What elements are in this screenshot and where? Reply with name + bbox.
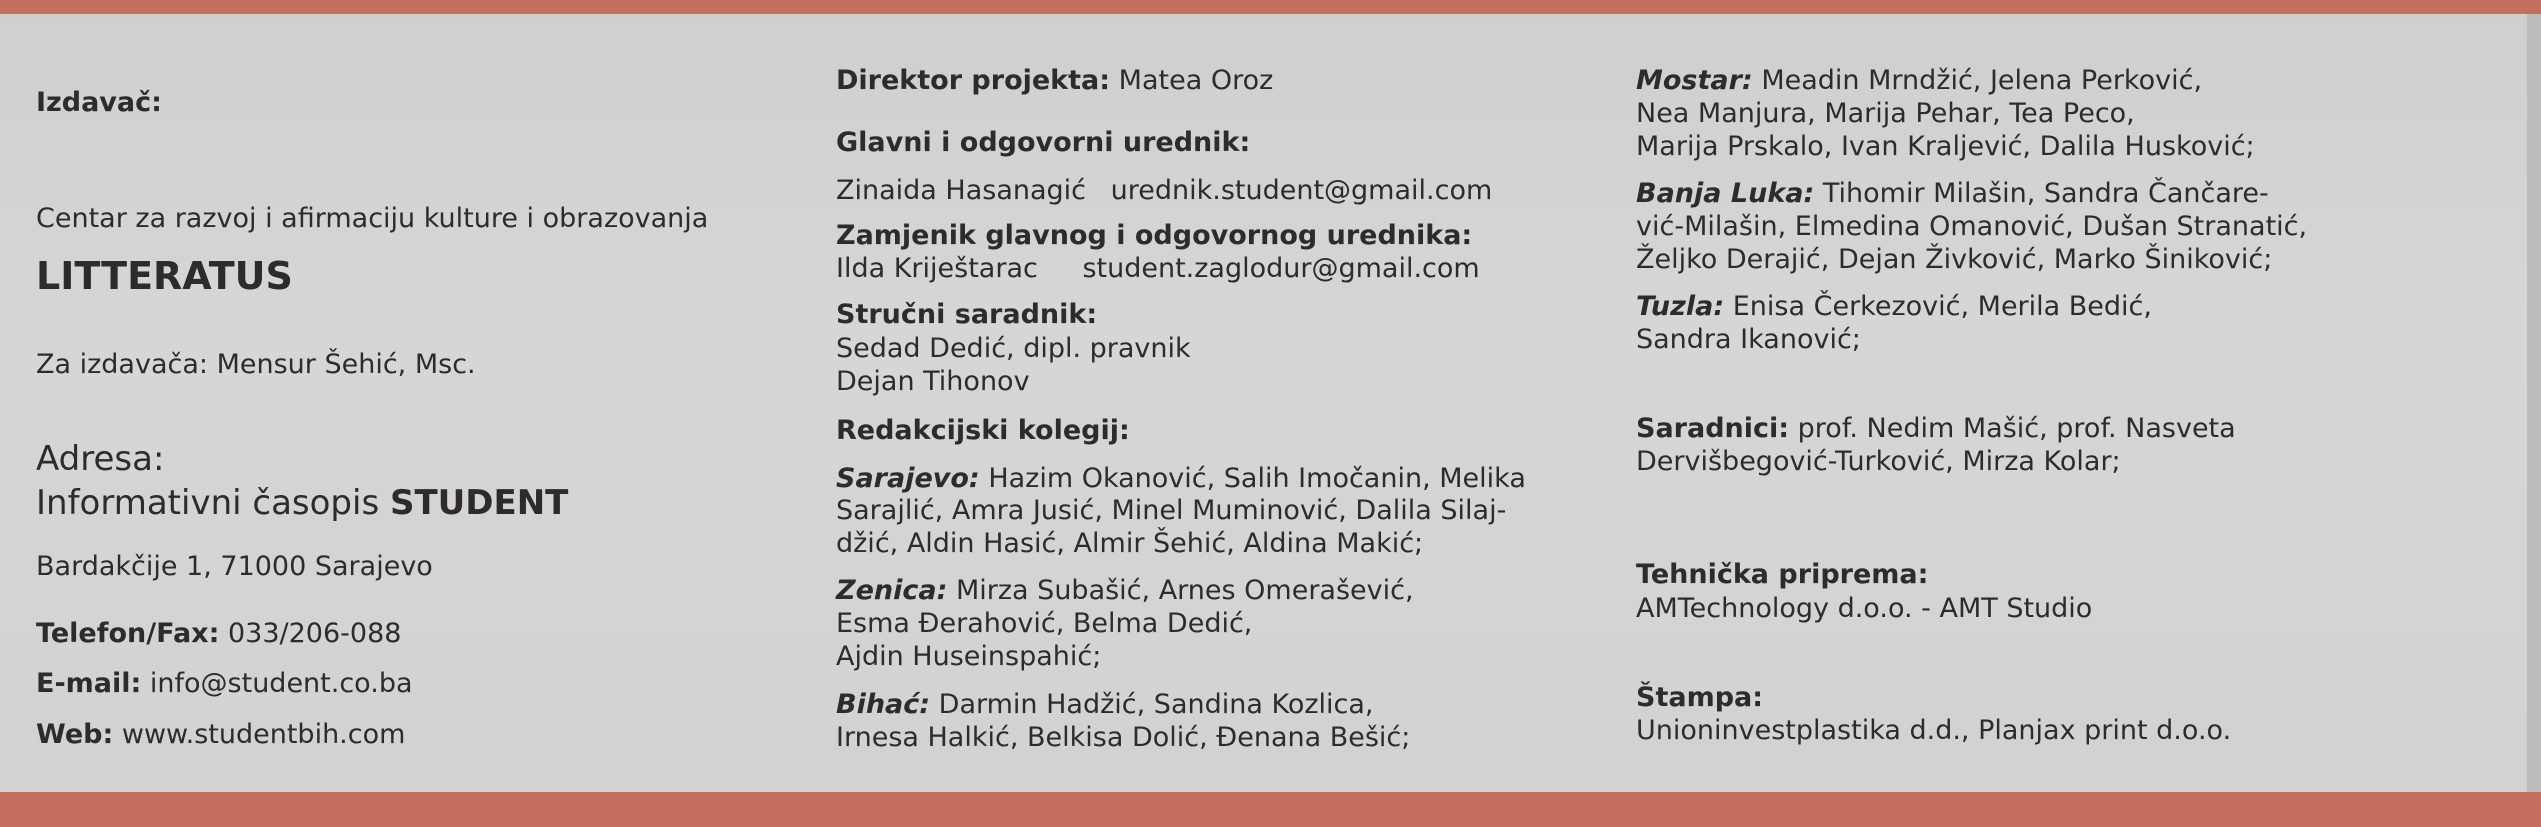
- zenica-members-3: Ajdin Huseinspahić;: [836, 641, 1102, 672]
- expert-associate-2: Dejan Tihonov: [836, 366, 1030, 397]
- technical-prep-label: Tehnička priprema:: [1636, 559, 1929, 590]
- banja-luka-label: Banja Luka:: [1636, 178, 1815, 209]
- bihac-members-2: Irnesa Halkić, Belkisa Dolić, Đenana Bešić;: [836, 722, 1411, 753]
- mostar-line-1: [1636, 64, 2202, 98]
- sarajevo-members-2: Sarajlić, Amra Jusić, Minel Muminović, Dalila Silaj-: [836, 495, 1507, 526]
- banja-luka-members-1: Tihomir Milašin, Sandra Čančare-: [1822, 178, 2269, 209]
- deputy-editor-name: Ilda Kriještarac: [836, 253, 1038, 284]
- mostar-members-2: Nea Manjura, Marija Pehar, Tea Peco,: [1636, 98, 2135, 129]
- zenica-members-2: Esma Đerahović, Belma Dedić,: [836, 608, 1253, 639]
- address-label: Adresa:: [36, 439, 165, 479]
- web-line: [36, 718, 405, 752]
- banja-luka-line-1: [1636, 177, 2269, 211]
- deputy-editor-line: [836, 252, 1480, 286]
- project-director-line: [836, 64, 1273, 98]
- zenica-line-1: [836, 574, 1414, 608]
- magazine-title: [36, 483, 568, 523]
- page-edge: [2527, 14, 2541, 792]
- email-line: [36, 667, 413, 701]
- tuzla-line-1: [1636, 290, 2152, 324]
- tuzla-label: Tuzla:: [1636, 291, 1725, 322]
- web-label: Web:: [36, 719, 114, 750]
- bihac-label: Bihać:: [836, 689, 931, 720]
- publisher-representative: Za izdavača: Mensur Šehić, Msc.: [36, 349, 476, 380]
- technical-prep-value: AMTechnology d.o.o. - AMT Studio: [1636, 593, 2093, 624]
- expert-associate-label: Stručni saradnik:: [836, 299, 1098, 330]
- magazine-prefix: Informativni časopis: [36, 483, 380, 523]
- publisher-label: Izdavač:: [36, 87, 162, 118]
- expert-associate-1: Sedad Dedić, dipl. pravnik: [836, 333, 1191, 364]
- sarajevo-label: Sarajevo:: [836, 463, 980, 494]
- project-director-label: Direktor projekta:: [836, 65, 1111, 96]
- project-director-name: Matea Oroz: [1118, 65, 1274, 96]
- newspaper-impressum: [0, 14, 2541, 792]
- editorial-board-label: Redakcijski kolegij:: [836, 415, 1130, 446]
- mostar-members-1: Meadin Mrndžić, Jelena Perković,: [1761, 65, 2203, 96]
- associates-line-1: [1636, 412, 2236, 446]
- email-label: E-mail:: [36, 668, 142, 699]
- associates-label: Saradnici:: [1636, 413, 1790, 444]
- publisher-organization: Centar za razvoj i afirmaciju kulture i obrazovanja: [36, 203, 709, 234]
- tuzla-members-1: Enisa Čerkezović, Merila Bedić,: [1732, 291, 2152, 322]
- zenica-members-1: Mirza Subašić, Arnes Omerašević,: [955, 575, 1414, 606]
- banja-luka-members-2: vić-Milašin, Elmedina Omanović, Dušan Stranatić,: [1636, 211, 2308, 242]
- sarajevo-members-1: Hazim Okanović, Salih Imočanin, Melika: [988, 463, 1526, 494]
- phone-label: Telefon/Fax:: [36, 618, 220, 649]
- banja-luka-members-3: Željko Derajić, Dejan Živković, Marko Šiniković;: [1636, 244, 2273, 275]
- mostar-label: Mostar:: [1636, 65, 1753, 96]
- editor-in-chief-line: [836, 174, 1492, 208]
- mostar-members-3: Marija Prskalo, Ivan Kraljević, Dalila Husković;: [1636, 131, 2255, 162]
- editor-in-chief-name: Zinaida Hasanagić: [836, 175, 1087, 206]
- deputy-editor-email: student.zaglodur@gmail.com: [1082, 253, 1480, 284]
- email-value: info@student.co.ba: [149, 668, 413, 699]
- associates-members-2: Dervišbegović-Turković, Mirza Kolar;: [1636, 446, 2121, 477]
- magazine-name: STUDENT: [389, 483, 569, 523]
- web-value: www.studentbih.com: [121, 719, 406, 750]
- editor-in-chief-label: Glavni i odgovorni urednik:: [836, 127, 1251, 158]
- zenica-label: Zenica:: [836, 575, 948, 606]
- deputy-editor-label: Zamjenik glavnog i odgovornog urednika:: [836, 220, 1473, 251]
- sarajevo-line-1: [836, 462, 1526, 496]
- editor-in-chief-email: urednik.student@gmail.com: [1110, 175, 1493, 206]
- associates-members-1: prof. Nedim Mašić, prof. Nasveta: [1797, 413, 2236, 444]
- publisher-name: LITTERATUS: [36, 254, 293, 298]
- bihac-members-1: Darmin Hadžić, Sandina Kozlica,: [938, 689, 1374, 720]
- phone-value: 033/206-088: [227, 618, 402, 649]
- print-label: Štampa:: [1636, 682, 1764, 713]
- phone-line: [36, 617, 401, 651]
- print-value: Unioninvestplastika d.d., Planjax print d.o.o.: [1636, 715, 2232, 746]
- street-address: Bardakčije 1, 71000 Sarajevo: [36, 551, 433, 582]
- tuzla-members-2: Sandra Ikanović;: [1636, 324, 1861, 355]
- bihac-line-1: [836, 688, 1374, 722]
- sarajevo-members-3: džić, Aldin Hasić, Almir Šehić, Aldina Makić;: [836, 528, 1424, 559]
